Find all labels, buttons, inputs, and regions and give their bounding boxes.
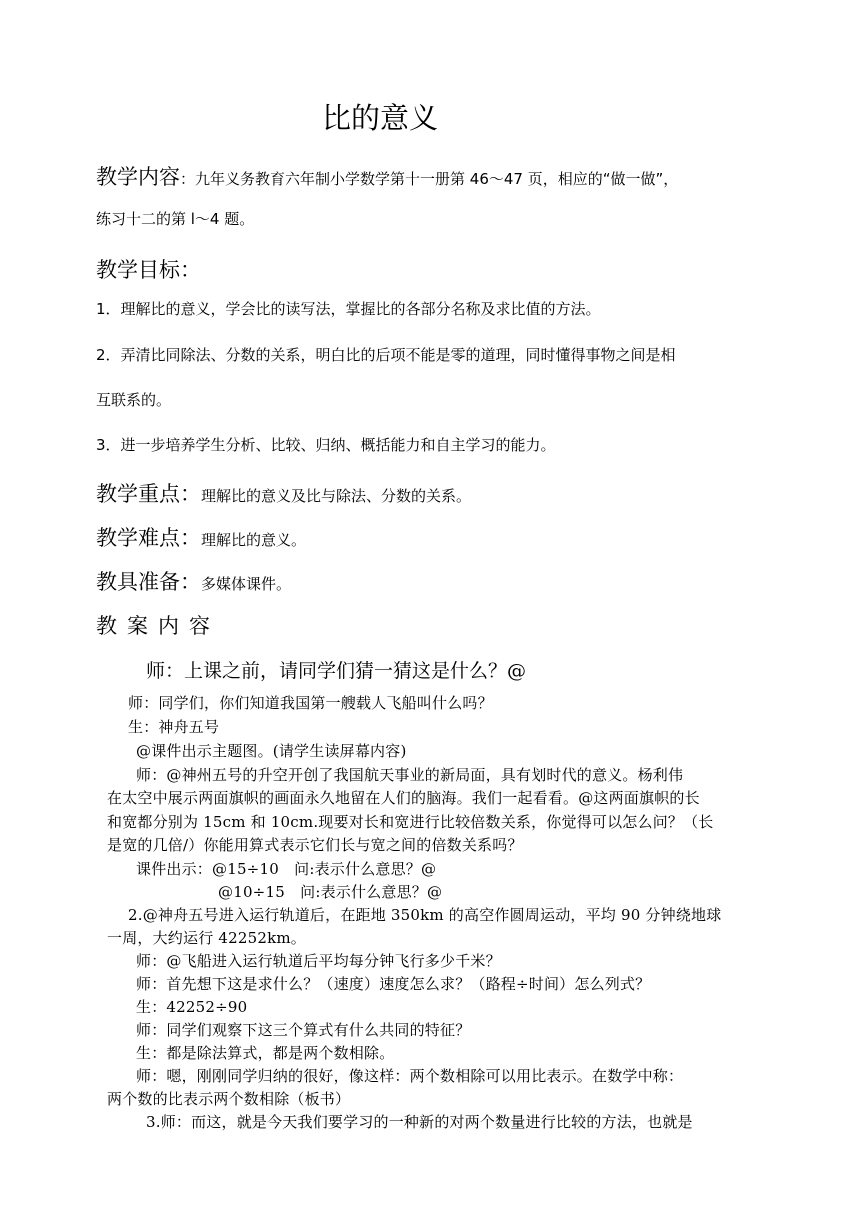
tools-text: 多媒体课件。 bbox=[201, 575, 292, 593]
paragraph-line: @课件出示主题图。(请学生读屏幕内容) bbox=[136, 742, 407, 760]
difficulty-row bbox=[96, 522, 306, 552]
goal-item: 1．理解比的意义，学会比的读写法，掌握比的各部分名称及求比值的方法。 bbox=[96, 300, 601, 318]
paragraph-line: 两个数的比表示两个数相除（板书） bbox=[107, 1090, 351, 1108]
goals-heading: 教学目标： bbox=[96, 258, 201, 282]
key-heading: 教学重点： bbox=[96, 482, 201, 506]
key-text: 理解比的意义及比与除法、分数的关系。 bbox=[201, 487, 472, 505]
tools-heading: 教具准备： bbox=[96, 570, 201, 594]
paragraph-line: 师：@神州五号的升空开创了我国航天事业的新局面，具有划时代的意义。杨利伟 bbox=[136, 766, 684, 784]
paragraph-line: 一周，大约运行 42252km。 bbox=[107, 929, 306, 947]
difficulty-heading: 教学难点： bbox=[96, 526, 201, 550]
content-text-2: 练习十二的第 l～4 题。 bbox=[96, 210, 255, 228]
paragraph-line: 师：嗯，刚刚同学归纳的很好，像这样：两个数相除可以用比表示。在数学中称： bbox=[136, 1067, 684, 1085]
key-row bbox=[96, 478, 471, 508]
paragraph-line: 是宽的几倍/）你能用算式表示它们长与宽之间的倍数关系吗？ bbox=[107, 836, 523, 854]
paragraph-line: 和宽都分别为 15cm 和 10cm.现要对长和宽进行比较倍数关系，你觉得可以怎么问？（长 bbox=[107, 813, 714, 831]
paragraph-line: @10÷15 问:表示什么意思？@ bbox=[218, 883, 443, 901]
lead-line: 师：上课之前，请同学们猜一猜这是什么？@ bbox=[146, 660, 527, 682]
content-text-1: ：九年义务教育六年制小学数学第十一册第 46～47 页，相应的“做一做”， bbox=[180, 170, 679, 188]
lesson-heading: 教案内容 bbox=[96, 614, 220, 638]
paragraph-line: 3.师：而这，就是今天我们要学习的一种新的对两个数量进行比较的方法，也就是 bbox=[146, 1113, 693, 1131]
goal-item: 3．进一步培养学生分析、比较、归纳、概括能力和自主学习的能力。 bbox=[96, 436, 556, 454]
tools-row bbox=[96, 566, 291, 596]
paragraph-line: 在太空中展示两面旗帜的画面永久地留在人们的脑海。我们一起看看。@这两面旗帜的长 bbox=[107, 789, 700, 807]
paragraph-line: 2.@神舟五号进入运行轨道后，在距地 350km 的高空作圆周运动，平均 90 分钟绕地球 bbox=[128, 906, 722, 924]
paragraph-line: 师：首先想下这是求什么？（速度）速度怎么求？（路程÷时间）怎么列式？ bbox=[136, 975, 651, 993]
goal-item: 2．弄清比同除法、分数的关系，明白比的后项不能是零的道理，同时懂得事物之间是相 bbox=[96, 346, 676, 364]
paragraph-line: 师：同学们，你们知道我国第一艘载人飞船叫什么吗？ bbox=[128, 694, 493, 712]
paragraph-line: 生：神舟五号 bbox=[128, 718, 220, 736]
paragraph-line: 生：42252÷90 bbox=[136, 998, 248, 1016]
content-row bbox=[96, 161, 678, 191]
difficulty-text: 理解比的意义。 bbox=[201, 531, 307, 549]
content-heading: 教学内容 bbox=[96, 165, 180, 189]
paragraph-line: 生：都是除法算式，都是两个数相除。 bbox=[136, 1044, 395, 1062]
paragraph-line: 课件出示：@15÷10 问:表示什么意思？@ bbox=[136, 860, 437, 878]
goal-item: 互联系的。 bbox=[96, 391, 172, 409]
page-title: 比的意义 bbox=[321, 101, 438, 135]
paragraph-line: 师：@飞船进入运行轨道后平均每分钟飞行多少千米？ bbox=[136, 952, 501, 970]
paragraph-line: 师：同学们观察下这三个算式有什么共同的特征？ bbox=[136, 1021, 471, 1039]
